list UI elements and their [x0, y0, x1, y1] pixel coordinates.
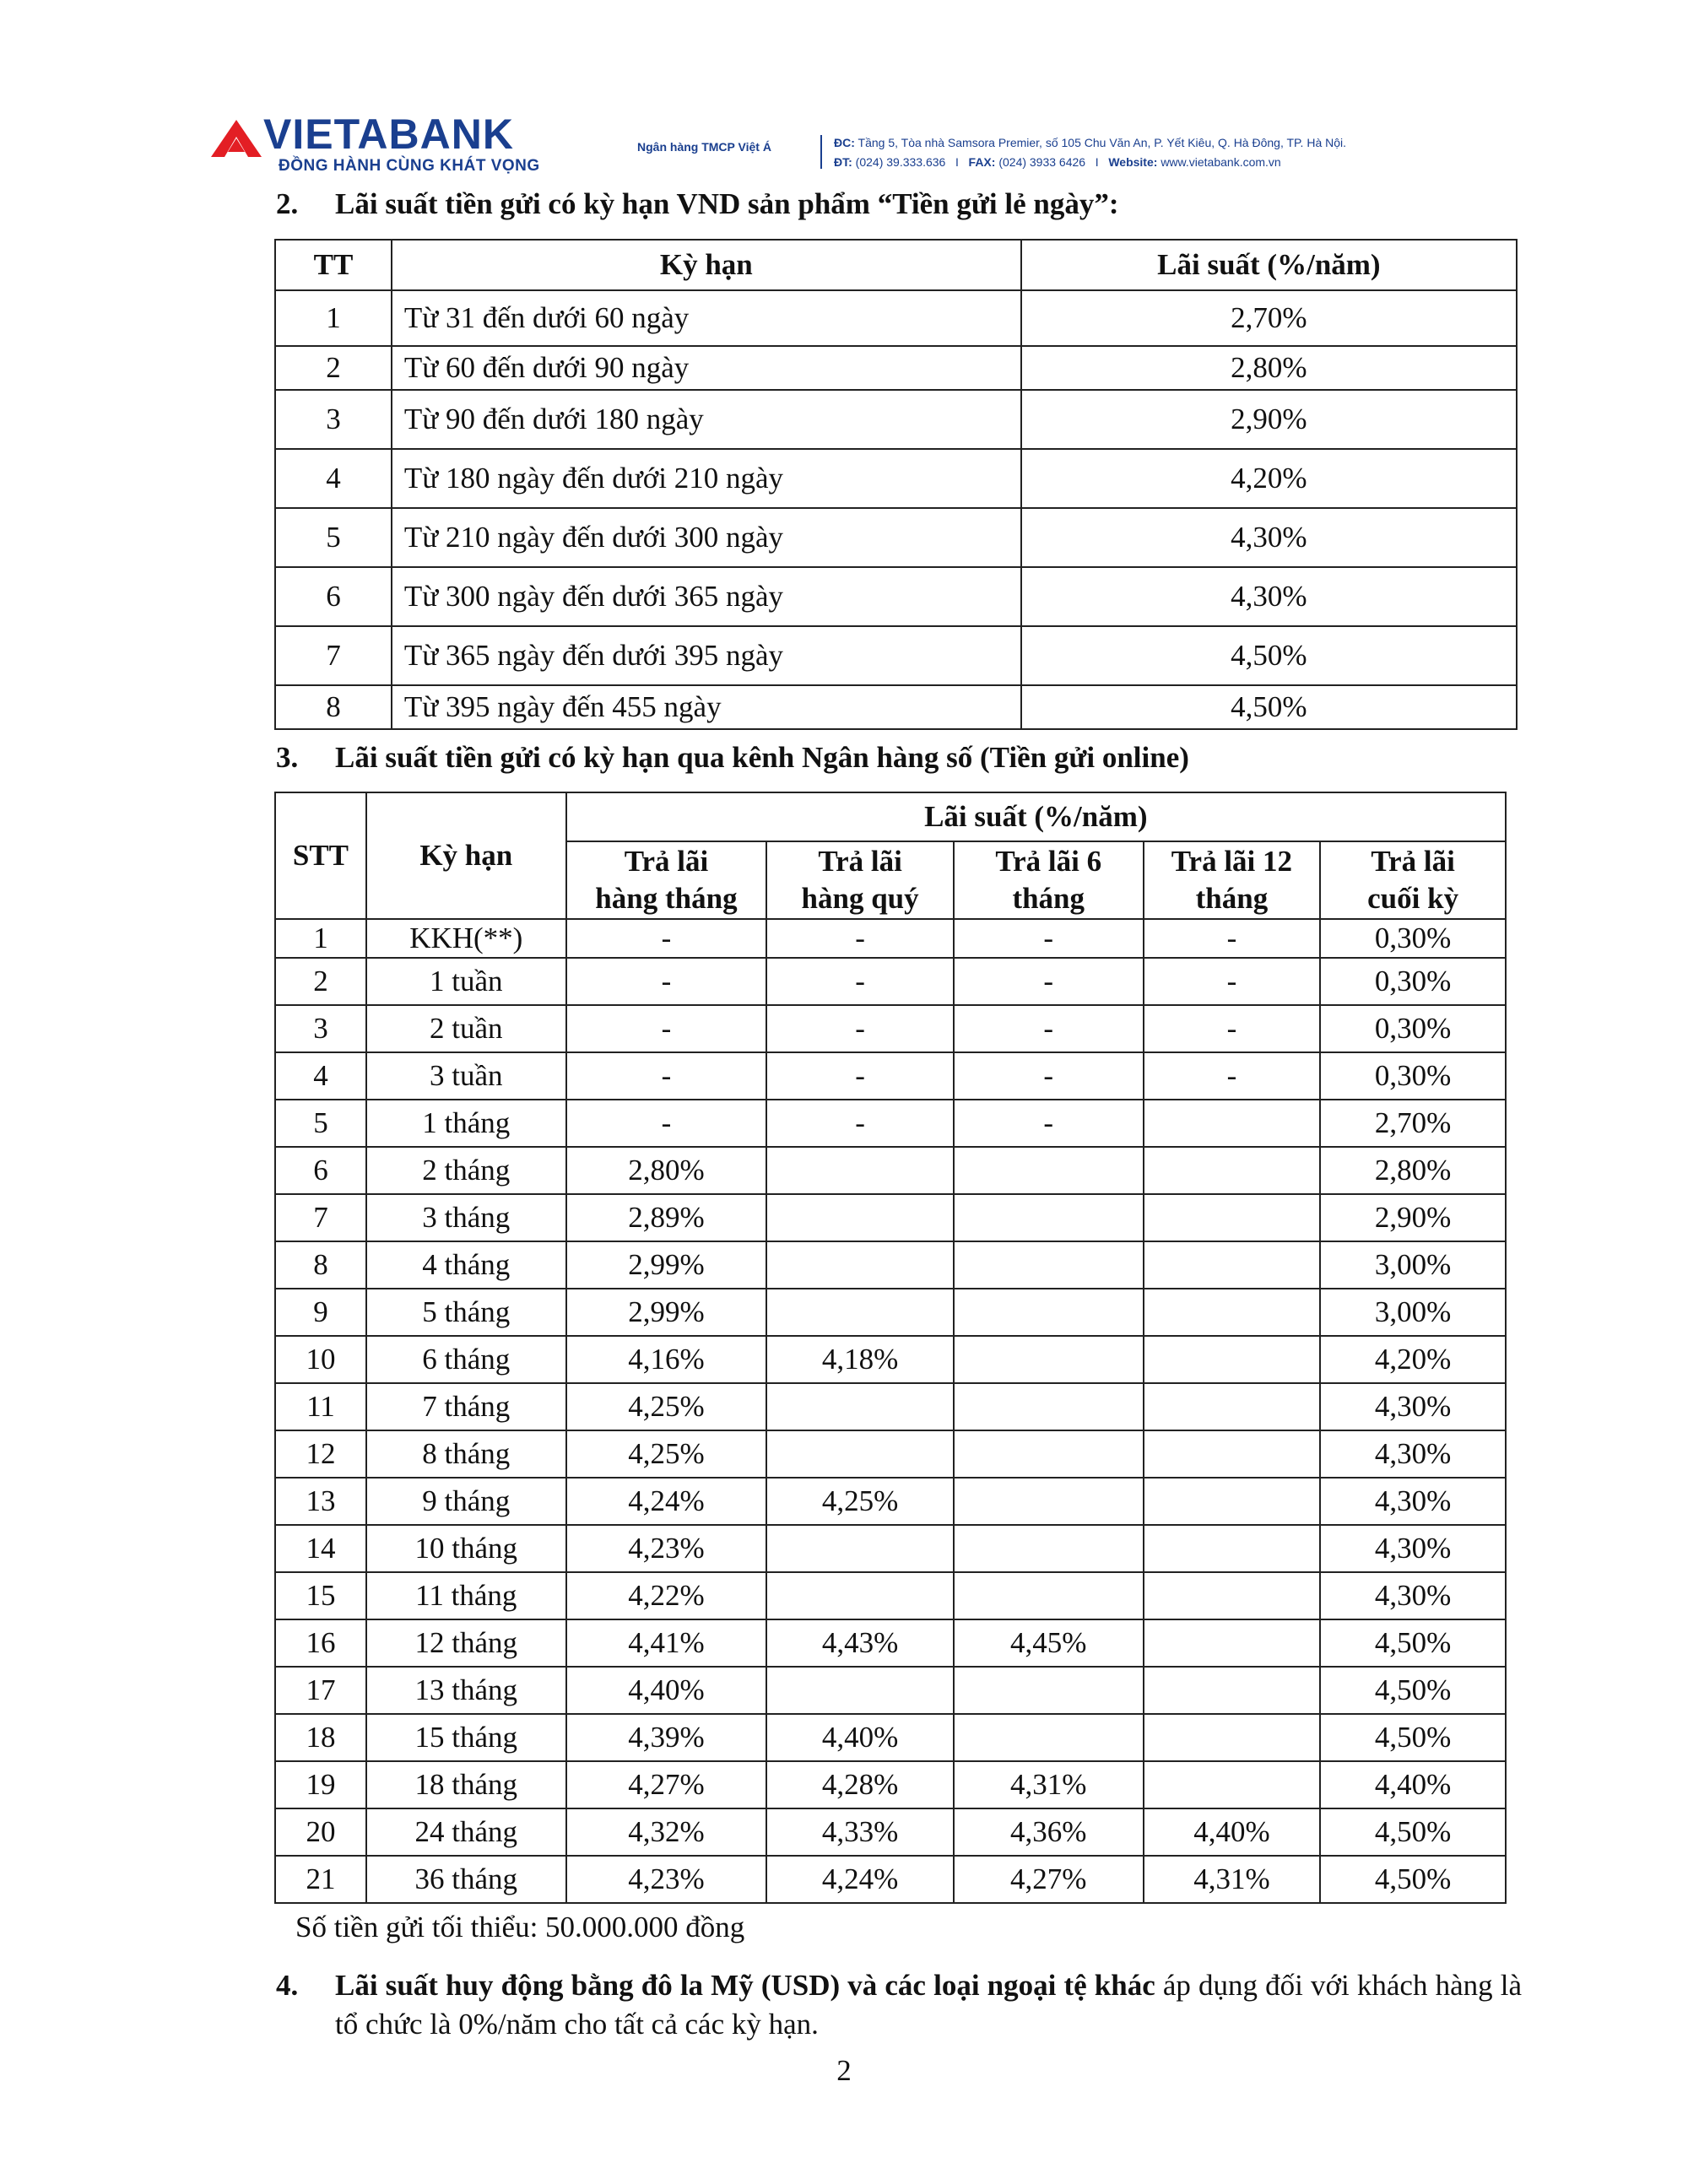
end-of-term-rate-cell: 4,50% [1320, 1808, 1506, 1856]
subheader-cell [1320, 841, 1506, 919]
six-month-rate-cell [954, 1714, 1144, 1761]
term-cell: 1 tháng [366, 1100, 566, 1147]
address-label: ĐC: [834, 136, 855, 149]
quarterly-rate-cell: - [766, 1100, 954, 1147]
end-of-term-rate-cell: 4,50% [1320, 1667, 1506, 1714]
table-row [275, 1525, 1506, 1572]
row-number: 5 [275, 1100, 366, 1147]
quarterly-rate-cell: - [766, 1052, 954, 1100]
monthly-rate-cell: 4,32% [566, 1808, 767, 1856]
phone-label: ĐT: [834, 155, 852, 169]
table-row [275, 290, 1517, 346]
table-row [275, 1572, 1506, 1619]
table-row [275, 508, 1517, 567]
rate-cell: 4,50% [1021, 626, 1517, 685]
term-cell: Từ 31 đến dưới 60 ngày [392, 290, 1021, 346]
table-row [275, 567, 1517, 626]
twelve-month-rate-cell: 4,40% [1144, 1808, 1321, 1856]
subheader-cell [766, 841, 954, 919]
twelve-month-rate-cell: - [1144, 958, 1321, 1005]
monthly-rate-cell: 4,27% [566, 1761, 767, 1808]
six-month-rate-cell: 4,36% [954, 1808, 1144, 1856]
rate-cell: 4,50% [1021, 685, 1517, 729]
monthly-rate-cell: 4,40% [566, 1667, 767, 1714]
twelve-month-rate-cell: 4,31% [1144, 1856, 1321, 1903]
table-header-row [275, 240, 1517, 290]
section-number: 2. [276, 187, 299, 220]
table-row [275, 1100, 1506, 1147]
monthly-rate-cell: 4,23% [566, 1856, 767, 1903]
row-number: 3 [275, 390, 392, 449]
header-stt: STT [275, 792, 366, 919]
subheader-line: tháng [1012, 882, 1085, 915]
separator: I [1095, 155, 1099, 169]
term-cell: 5 tháng [366, 1289, 566, 1336]
website: www.vietabank.com.vn [1160, 155, 1281, 169]
six-month-rate-cell: - [954, 1100, 1144, 1147]
end-of-term-rate-cell: 4,30% [1320, 1572, 1506, 1619]
twelve-month-rate-cell [1144, 1241, 1321, 1289]
monthly-rate-cell: - [566, 1052, 767, 1100]
rate-cell: 2,70% [1021, 290, 1517, 346]
table-row [275, 1808, 1506, 1856]
table-row [275, 1052, 1506, 1100]
end-of-term-rate-cell: 3,00% [1320, 1241, 1506, 1289]
row-number: 1 [275, 290, 392, 346]
table-row [275, 1714, 1506, 1761]
end-of-term-rate-cell: 4,20% [1320, 1336, 1506, 1383]
term-cell: 10 tháng [366, 1525, 566, 1572]
twelve-month-rate-cell [1144, 1619, 1321, 1667]
monthly-rate-cell: - [566, 919, 767, 958]
header-cell: Lãi suất (%/năm) [1021, 240, 1517, 290]
quarterly-rate-cell [766, 1572, 954, 1619]
monthly-rate-cell: 4,25% [566, 1383, 767, 1430]
subheader-cell [566, 841, 767, 919]
quarterly-rate-cell: 4,28% [766, 1761, 954, 1808]
section-number: 4. [276, 1969, 299, 2002]
monthly-rate-cell: 4,41% [566, 1619, 767, 1667]
monthly-rate-cell: - [566, 1100, 767, 1147]
table-row [275, 1147, 1506, 1194]
table-row [275, 1761, 1506, 1808]
term-cell: Từ 90 đến dưới 180 ngày [392, 390, 1021, 449]
six-month-rate-cell [954, 1667, 1144, 1714]
table-row [275, 1289, 1506, 1336]
monthly-rate-cell: 2,99% [566, 1289, 767, 1336]
section-4-text [335, 1966, 1522, 2044]
term-cell: 8 tháng [366, 1430, 566, 1478]
vietabank-logo [211, 111, 549, 179]
logo-text: VIETABANK [263, 111, 514, 158]
rate-cell: 4,30% [1021, 567, 1517, 626]
table-row [275, 1478, 1506, 1525]
term-cell: 6 tháng [366, 1336, 566, 1383]
monthly-rate-cell: 4,16% [566, 1336, 767, 1383]
address: Tầng 5, Tòa nhà Samsora Premier, số 105 Chu Văn An, P. Yết Kiêu, Q. Hà Đông, TP. Hà Nội. [858, 136, 1347, 149]
daily-deposit-rate-table [274, 239, 1518, 730]
end-of-term-rate-cell: 0,30% [1320, 1052, 1506, 1100]
six-month-rate-cell: - [954, 958, 1144, 1005]
end-of-term-rate-cell: 2,70% [1320, 1100, 1506, 1147]
minimum-deposit-note: Số tiền gửi tối thiểu: 50.000.000 đồng [295, 1911, 745, 1943]
section-3-heading [276, 741, 1189, 775]
subheader-line: hàng quý [801, 882, 919, 915]
bank-name: Ngân hàng TMCP Việt Á [637, 140, 771, 154]
end-of-term-rate-cell: 4,40% [1320, 1761, 1506, 1808]
end-of-term-rate-cell: 0,30% [1320, 1005, 1506, 1052]
rate-cell: 2,80% [1021, 346, 1517, 390]
monthly-rate-cell: 2,89% [566, 1194, 767, 1241]
row-number: 8 [275, 685, 392, 729]
quarterly-rate-cell: 4,40% [766, 1714, 954, 1761]
table-row [275, 919, 1506, 958]
section-title: Lãi suất tiền gửi có kỳ hạn VND sản phẩm “Tiền gửi lẻ ngày”: [335, 187, 1119, 220]
table-row [275, 1241, 1506, 1289]
table-row [275, 449, 1517, 508]
logo-slogan: ĐỒNG HÀNH CÙNG KHÁT VỌNG [279, 157, 540, 175]
quarterly-rate-cell [766, 1430, 954, 1478]
row-number: 4 [275, 449, 392, 508]
subheader-line: Trả lãi [624, 845, 709, 878]
twelve-month-rate-cell [1144, 1100, 1321, 1147]
term-cell: 11 tháng [366, 1572, 566, 1619]
monthly-rate-cell: 2,80% [566, 1147, 767, 1194]
six-month-rate-cell [954, 1147, 1144, 1194]
six-month-rate-cell: - [954, 1005, 1144, 1052]
end-of-term-rate-cell: 4,50% [1320, 1856, 1506, 1903]
monthly-rate-cell: - [566, 1005, 767, 1052]
six-month-rate-cell [954, 1572, 1144, 1619]
monthly-rate-cell: 4,23% [566, 1525, 767, 1572]
end-of-term-rate-cell: 4,30% [1320, 1430, 1506, 1478]
twelve-month-rate-cell [1144, 1667, 1321, 1714]
table-row [275, 1619, 1506, 1667]
quarterly-rate-cell: 4,24% [766, 1856, 954, 1903]
row-number: 2 [275, 958, 366, 1005]
fax-label: FAX: [968, 155, 996, 169]
term-cell: 9 tháng [366, 1478, 566, 1525]
term-cell: 36 tháng [366, 1856, 566, 1903]
twelve-month-rate-cell [1144, 1289, 1321, 1336]
end-of-term-rate-cell: 4,30% [1320, 1478, 1506, 1525]
end-of-term-rate-cell: 3,00% [1320, 1289, 1506, 1336]
end-of-term-rate-cell: 4,50% [1320, 1714, 1506, 1761]
phone: (024) 39.333.636 [855, 155, 946, 169]
row-number: 18 [275, 1714, 366, 1761]
twelve-month-rate-cell [1144, 1761, 1321, 1808]
end-of-term-rate-cell: 4,50% [1320, 1619, 1506, 1667]
quarterly-rate-cell: 4,18% [766, 1336, 954, 1383]
table-row [275, 346, 1517, 390]
subheader-line: Trả lãi 12 [1171, 845, 1293, 878]
six-month-rate-cell [954, 1336, 1144, 1383]
table-row [275, 626, 1517, 685]
rate-cell: 4,20% [1021, 449, 1517, 508]
twelve-month-rate-cell: - [1144, 1052, 1321, 1100]
section-2-heading [276, 187, 1119, 221]
row-number: 10 [275, 1336, 366, 1383]
twelve-month-rate-cell [1144, 1194, 1321, 1241]
six-month-rate-cell: 4,45% [954, 1619, 1144, 1667]
term-cell: Từ 210 ngày đến dưới 300 ngày [392, 508, 1021, 567]
quarterly-rate-cell: 4,43% [766, 1619, 954, 1667]
row-number: 20 [275, 1808, 366, 1856]
row-number: 11 [275, 1383, 366, 1430]
term-cell: 12 tháng [366, 1619, 566, 1667]
row-number: 17 [275, 1667, 366, 1714]
row-number: 12 [275, 1430, 366, 1478]
quarterly-rate-cell [766, 1667, 954, 1714]
header-divider [820, 135, 822, 169]
six-month-rate-cell [954, 1241, 1144, 1289]
six-month-rate-cell: 4,27% [954, 1856, 1144, 1903]
table-header-row [275, 792, 1506, 841]
contact-line [834, 153, 1346, 172]
monthly-rate-cell: 4,25% [566, 1430, 767, 1478]
subheader-line: cuối kỳ [1367, 882, 1459, 915]
table-row [275, 1336, 1506, 1383]
monthly-rate-cell: 4,39% [566, 1714, 767, 1761]
end-of-term-rate-cell: 2,90% [1320, 1194, 1506, 1241]
monthly-rate-cell: 4,24% [566, 1478, 767, 1525]
table-row [275, 1430, 1506, 1478]
term-cell: 3 tháng [366, 1194, 566, 1241]
section-4-bold: Lãi suất huy động bằng đô la Mỹ (USD) và các loại ngoại tệ khác [335, 1969, 1155, 2002]
six-month-rate-cell [954, 1194, 1144, 1241]
row-number: 2 [275, 346, 392, 390]
section-number: 3. [276, 741, 299, 774]
twelve-month-rate-cell [1144, 1147, 1321, 1194]
quarterly-rate-cell: 4,33% [766, 1808, 954, 1856]
term-cell: 3 tuần [366, 1052, 566, 1100]
subheader-line: Trả lãi [818, 845, 902, 878]
quarterly-rate-cell: - [766, 919, 954, 958]
section-title: Lãi suất tiền gửi có kỳ hạn qua kênh Ngân hàng số (Tiền gửi online) [335, 741, 1189, 774]
separator: I [955, 155, 959, 169]
header-cell: Kỳ hạn [392, 240, 1021, 290]
row-number: 6 [275, 1147, 366, 1194]
address-line [834, 133, 1346, 153]
subheader-line: hàng tháng [595, 882, 738, 915]
section-4-paragraph [276, 1966, 1522, 2044]
six-month-rate-cell [954, 1383, 1144, 1430]
table-row [275, 1856, 1506, 1903]
row-number: 8 [275, 1241, 366, 1289]
page-number: 2 [836, 2054, 852, 2087]
term-cell: Từ 60 đến dưới 90 ngày [392, 346, 1021, 390]
contact-info [834, 133, 1346, 172]
row-number: 21 [275, 1856, 366, 1903]
table-row [275, 685, 1517, 729]
subheader-line: tháng [1195, 882, 1269, 915]
twelve-month-rate-cell [1144, 1572, 1321, 1619]
quarterly-rate-cell: - [766, 1005, 954, 1052]
row-number: 4 [275, 1052, 366, 1100]
header-term: Kỳ hạn [366, 792, 566, 919]
twelve-month-rate-cell [1144, 1714, 1321, 1761]
twelve-month-rate-cell [1144, 1336, 1321, 1383]
row-number: 16 [275, 1619, 366, 1667]
end-of-term-rate-cell: 2,80% [1320, 1147, 1506, 1194]
term-cell: 24 tháng [366, 1808, 566, 1856]
section-4-rest: áp dụng đối với khách hàng là tổ chức là 0%/năm cho tất cả các kỳ hạn. [335, 1969, 1522, 2041]
twelve-month-rate-cell: - [1144, 1005, 1321, 1052]
fax: (024) 3933 6426 [998, 155, 1086, 169]
twelve-month-rate-cell: - [1144, 919, 1321, 958]
row-number: 9 [275, 1289, 366, 1336]
rate-cell: 2,90% [1021, 390, 1517, 449]
subheader-cell [954, 841, 1144, 919]
twelve-month-rate-cell [1144, 1478, 1321, 1525]
logo-triangle-icon [211, 120, 263, 157]
six-month-rate-cell [954, 1525, 1144, 1572]
row-number: 15 [275, 1572, 366, 1619]
quarterly-rate-cell: - [766, 958, 954, 1005]
row-number: 3 [275, 1005, 366, 1052]
term-cell: 15 tháng [366, 1714, 566, 1761]
six-month-rate-cell: - [954, 1052, 1144, 1100]
quarterly-rate-cell [766, 1147, 954, 1194]
term-cell: 1 tuần [366, 958, 566, 1005]
quarterly-rate-cell [766, 1241, 954, 1289]
quarterly-rate-cell [766, 1289, 954, 1336]
six-month-rate-cell [954, 1478, 1144, 1525]
six-month-rate-cell: - [954, 919, 1144, 958]
term-cell: 13 tháng [366, 1667, 566, 1714]
letterhead [211, 111, 1477, 179]
row-number: 7 [275, 1194, 366, 1241]
online-deposit-rate-table [274, 792, 1507, 1904]
subheader-cell [1144, 841, 1321, 919]
term-cell: Từ 395 ngày đến 455 ngày [392, 685, 1021, 729]
table-row [275, 958, 1506, 1005]
term-cell: Từ 365 ngày đến dưới 395 ngày [392, 626, 1021, 685]
table-row [275, 1005, 1506, 1052]
term-cell: 2 tháng [366, 1147, 566, 1194]
term-cell: 18 tháng [366, 1761, 566, 1808]
monthly-rate-cell: 2,99% [566, 1241, 767, 1289]
quarterly-rate-cell [766, 1525, 954, 1572]
subheader-line: Trả lãi [1371, 845, 1455, 878]
term-cell: Từ 180 ngày đến dưới 210 ngày [392, 449, 1021, 508]
twelve-month-rate-cell [1144, 1525, 1321, 1572]
row-number: 6 [275, 567, 392, 626]
term-cell: Từ 300 ngày đến dưới 365 ngày [392, 567, 1021, 626]
term-cell: 2 tuần [366, 1005, 566, 1052]
six-month-rate-cell [954, 1430, 1144, 1478]
header-rate: Lãi suất (%/năm) [566, 792, 1506, 841]
table-row [275, 390, 1517, 449]
six-month-rate-cell: 4,31% [954, 1761, 1144, 1808]
term-cell: 4 tháng [366, 1241, 566, 1289]
row-number: 19 [275, 1761, 366, 1808]
row-number: 14 [275, 1525, 366, 1572]
table-row [275, 1667, 1506, 1714]
header-cell: TT [275, 240, 392, 290]
row-number: 5 [275, 508, 392, 567]
six-month-rate-cell [954, 1289, 1144, 1336]
row-number: 1 [275, 919, 366, 958]
monthly-rate-cell: 4,22% [566, 1572, 767, 1619]
rate-cell: 4,30% [1021, 508, 1517, 567]
end-of-term-rate-cell: 0,30% [1320, 919, 1506, 958]
row-number: 13 [275, 1478, 366, 1525]
quarterly-rate-cell: 4,25% [766, 1478, 954, 1525]
twelve-month-rate-cell [1144, 1430, 1321, 1478]
table-row [275, 1383, 1506, 1430]
end-of-term-rate-cell: 4,30% [1320, 1383, 1506, 1430]
twelve-month-rate-cell [1144, 1383, 1321, 1430]
subheader-line: Trả lãi 6 [995, 845, 1102, 878]
table-row [275, 1194, 1506, 1241]
end-of-term-rate-cell: 0,30% [1320, 958, 1506, 1005]
website-label: Website: [1108, 155, 1158, 169]
monthly-rate-cell: - [566, 958, 767, 1005]
row-number: 7 [275, 626, 392, 685]
end-of-term-rate-cell: 4,30% [1320, 1525, 1506, 1572]
quarterly-rate-cell [766, 1383, 954, 1430]
term-cell: 7 tháng [366, 1383, 566, 1430]
quarterly-rate-cell [766, 1194, 954, 1241]
term-cell: KKH(**) [366, 919, 566, 958]
